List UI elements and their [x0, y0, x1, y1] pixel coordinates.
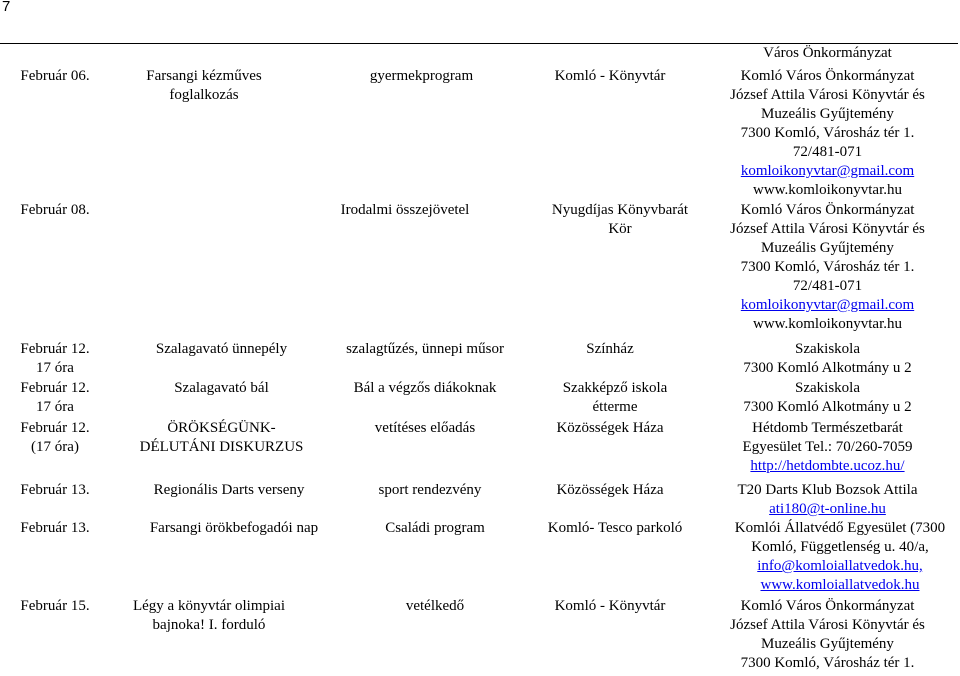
cell-contact [695, 340, 960, 378]
contact-line: Komló, Függetlenség u. 40/a, [751, 539, 929, 555]
event-line: Szalagavató bál [174, 380, 269, 396]
event-line: foglalkozás [169, 87, 239, 103]
contact-line: József Attila Városi Könyvtár és [730, 617, 925, 633]
venue-line: Nyugdíjas Könyvbarát [551, 202, 689, 218]
cell-venue [525, 201, 715, 239]
type-line: vetélkedő [405, 598, 465, 614]
date-line: Február 06. [20, 68, 90, 84]
venue-line: Színház [586, 341, 634, 357]
contact-link[interactable]: komloikonyvtar@gmail.com [740, 297, 915, 313]
cell-contact [695, 379, 960, 417]
date-line: Február 08. [20, 202, 90, 218]
contact-line: 7300 Komló Alkotmány u 2 [743, 360, 912, 376]
contact-line: Komló Város Önkormányzat [740, 598, 915, 614]
cell-venue [520, 597, 700, 616]
contact-line: Komlói Állatvédő Egyesület (7300 [734, 520, 946, 536]
contact-line: 72/481-071 [792, 278, 863, 294]
cell-type [318, 67, 525, 86]
event-line: Regionális Darts verseny [153, 482, 305, 498]
cell-type [340, 481, 520, 500]
type-line: Irodalmi összejövetel [340, 202, 470, 218]
contact-line: Szakiskola [795, 380, 860, 396]
cell-event [118, 419, 325, 457]
cell-event [118, 67, 290, 105]
venue-line: Komló- Tesco parkoló [547, 520, 683, 536]
cell-type [340, 379, 510, 398]
cell-date [10, 340, 100, 378]
contact-line: Egyesület Tel.: 70/260-7059 [742, 439, 913, 455]
type-line: sport rendezvény [378, 482, 482, 498]
contact-line: 7300 Komló, Városház tér 1. [740, 259, 915, 275]
contact-line: 7300 Komló, Városház tér 1. [740, 655, 915, 671]
date-line: Február 12. [20, 341, 90, 357]
cell-date [10, 67, 100, 86]
venue-line: Közösségek Háza [556, 482, 664, 498]
cell-event [118, 519, 350, 538]
contact-line: Komló Város Önkormányzat [740, 202, 915, 218]
cell-venue [520, 340, 700, 359]
contact-line: Muzeális Gyűjtemény [761, 636, 894, 652]
date-line: Február 13. [20, 520, 90, 536]
venue-line: Komló - Könyvtár [554, 598, 666, 614]
date-line: 17 óra [36, 360, 74, 376]
cell-contact [695, 597, 960, 673]
contact-link[interactable]: http://hetdombte.ucoz.hu/ [750, 458, 905, 474]
cell-type [350, 519, 520, 538]
cell-type [330, 340, 520, 359]
cell-venue [520, 419, 700, 438]
event-line: ÖRÖKSÉGÜNK- [167, 420, 276, 436]
cell-venue [525, 67, 695, 86]
event-line: Légy a könyvtár olimpiai [132, 598, 286, 614]
contact-link[interactable]: info@komloiallatvedok.hu, [757, 558, 923, 574]
contact-line: Szakiskola [795, 341, 860, 357]
cell-venue [520, 481, 700, 500]
type-line: Bál a végzős diákoknak [353, 380, 497, 396]
cell-contact [700, 519, 960, 595]
cell-contact [695, 481, 960, 519]
venue-line: Közösségek Háza [556, 420, 664, 436]
contact-line: www.komloikonyvtar.hu [752, 316, 903, 332]
contact-link[interactable]: komloikonyvtar@gmail.com [740, 163, 915, 179]
venue-line: Komló - Könyvtár [554, 68, 666, 84]
contact-line: Hétdomb Természetbarát [752, 420, 903, 436]
type-line: Családi program [385, 520, 485, 536]
event-line: Farsangi örökbefogadói nap [149, 520, 319, 536]
type-line: gyermekprogram [369, 68, 474, 84]
type-line: szalagtűzés, ünnepi műsor [346, 341, 504, 357]
contact-line: Muzeális Gyűjtemény [761, 106, 894, 122]
venue-line: Kör [608, 221, 632, 237]
contact-line: 72/481-071 [792, 144, 863, 160]
cell-event [118, 379, 325, 398]
cell-contact [695, 201, 960, 334]
contact-line: www.komloikonyvtar.hu [752, 182, 903, 198]
type-line: vetítéses előadás [374, 420, 476, 436]
venue-line: Szakképző iskola [562, 380, 668, 396]
date-line: Február 13. [20, 482, 90, 498]
cell-venue [520, 519, 710, 538]
cell-event [118, 340, 325, 359]
date-line: Február 12. [20, 380, 90, 396]
event-line: Farsangi kézműves [146, 68, 262, 84]
cell-event [118, 597, 300, 635]
contact-line: József Attila Városi Könyvtár és [730, 221, 925, 237]
cell-event [118, 481, 340, 500]
cell-date [10, 519, 100, 538]
cell-date [10, 481, 100, 500]
event-line: bajnoka! I. forduló [152, 617, 266, 633]
contact-line: T20 Darts Klub Bozsok Attila [737, 482, 918, 498]
contact-link[interactable]: ati180@t-online.hu [769, 501, 886, 517]
venue-line: étterme [592, 399, 638, 415]
cell-type [350, 597, 520, 616]
date-line: Február 15. [20, 598, 90, 614]
cell-venue [530, 379, 700, 417]
date-line: (17 óra) [31, 439, 79, 455]
page-number: 7 [2, 0, 11, 15]
contact-line: Komló Város Önkormányzat [740, 68, 915, 84]
cell-date [10, 597, 100, 616]
contact-line: Muzeális Gyűjtemény [761, 240, 894, 256]
contact-line: 7300 Komló, Városház tér 1. [740, 125, 915, 141]
contact-line: 7300 Komló Alkotmány u 2 [743, 399, 912, 415]
event-line: DÉLUTÁNI DISKURZUS [139, 439, 304, 455]
cell-type [340, 419, 510, 438]
cell-date [10, 379, 100, 417]
cell-contact [695, 67, 960, 200]
cell-type [300, 201, 510, 220]
date-line: Február 12. [20, 420, 90, 436]
cell-date [10, 201, 100, 220]
event-line: Szalagavató ünnepély [155, 341, 288, 357]
cell-contact-head [695, 44, 960, 63]
cell-contact [695, 419, 960, 476]
contact-line: Város Önkormányzat [763, 45, 892, 61]
contact-line: József Attila Városi Könyvtár és [730, 87, 925, 103]
contact-link[interactable]: www.komloiallatvedok.hu [760, 577, 920, 593]
date-line: 17 óra [36, 399, 74, 415]
cell-date [10, 419, 100, 457]
